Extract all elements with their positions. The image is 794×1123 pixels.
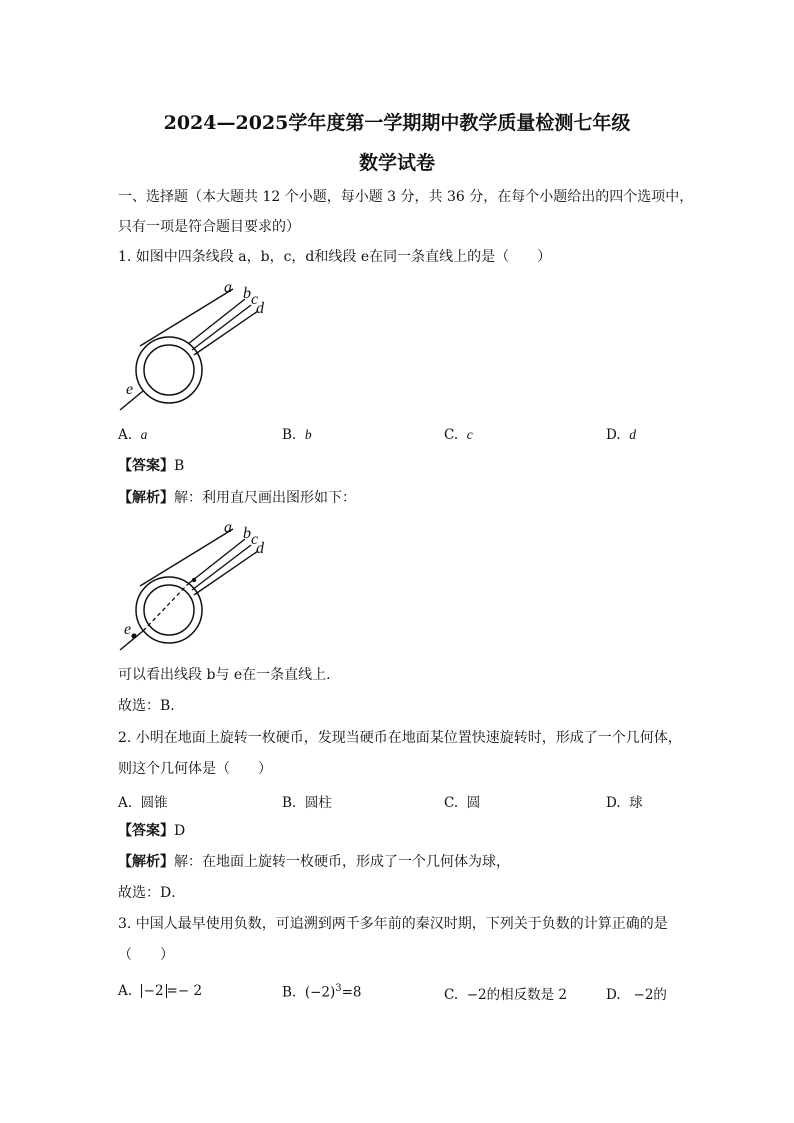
page-subtitle: 数学试卷: [358, 152, 435, 174]
q1-label-d: d: [256, 300, 264, 317]
q1-solution-figure: [112, 518, 282, 658]
q1-dashed-extension: [143, 584, 188, 631]
q1-conclusion: 可以看出线段 b与 e在一条直线上.: [118, 667, 331, 683]
q2-analysis: 【解析】解：在地面上旋转一枚硬币，形成了一个几何体为球，: [118, 854, 510, 870]
q1-segment-c: [192, 305, 251, 350]
q2-option-d: D. 球: [606, 795, 643, 811]
q1-segment-d: [194, 311, 258, 355]
section-header-line1: 一、选择题（本大题共 12 个小题，每小题 3 分，共 36 分，在每个小题给出的四个选项中，: [118, 189, 694, 205]
svg-text:d: d: [256, 540, 264, 557]
q2-stem-line1: 2. 小明在地面上旋转一枚硬币，发现当硬币在地面某位置快速旋转时，形成了一个几何体，: [118, 730, 682, 746]
q1-analysis: 【解析】解：利用直尺画出图形如下：: [118, 490, 356, 506]
q2-choose: 故选：D．: [118, 885, 186, 901]
q2-option-a: A. 圆锥: [118, 795, 168, 811]
q3-option-c: C. −2的相反数是 2: [444, 987, 568, 1003]
q1-inner-circle: [144, 345, 194, 395]
q3-stem-line2: （ ）: [118, 947, 174, 963]
q1-option-b: B. b: [282, 427, 312, 443]
q1-label-c: c: [251, 291, 259, 308]
q1-label-b: b: [243, 285, 251, 302]
q2-option-b: B. 圆柱: [282, 795, 332, 811]
svg-text:e: e: [124, 621, 132, 638]
q3-stem-line1: 3. 中国人最早使用负数，可追溯到两千多年前的秦汉时期，下列关于负数的计算正确的是: [118, 916, 668, 932]
q3-option-d: D. −2的: [606, 987, 667, 1003]
absolute-value-bars: −2: [141, 984, 167, 998]
q1-option-d: D. d: [606, 427, 636, 443]
q1-figure: [112, 278, 282, 418]
q3-option-a: A. −2 =− 2: [118, 983, 203, 999]
q2-answer: 【答案】D: [118, 823, 186, 839]
q1-stem: 1. 如图中四条线段 a，b，c，d和线段 e在同一条直线上的是（ ）: [118, 249, 552, 265]
q2-option-c: C. 圆: [444, 795, 481, 811]
q1-point-b: [192, 578, 196, 582]
svg-text:a: a: [224, 519, 232, 536]
q3-option-b: B. $(-2)^3=8$: [282, 983, 362, 1001]
q1-answer: 【答案】B: [118, 458, 185, 474]
q1-label-a: a: [224, 279, 232, 296]
q1-outer-circle: [136, 337, 202, 403]
q1-choose: 故选：B.: [118, 698, 175, 714]
q1-segment-b: [188, 299, 245, 344]
q1-label-e: e: [126, 381, 134, 398]
page-title: 2024—2025学年度第一学期期中教学质量检测七年级: [163, 112, 631, 134]
svg-text:c: c: [251, 531, 259, 548]
section-header-line2: 只有一项是符合题目要求的）: [118, 219, 300, 235]
svg-text:b: b: [243, 525, 251, 542]
q1-option-c: C. c: [444, 427, 473, 443]
q2-stem-line2: 则这个几何体是（ ）: [118, 761, 272, 777]
q1-option-a: A. a: [118, 427, 148, 443]
q1-point-e: [131, 633, 136, 638]
